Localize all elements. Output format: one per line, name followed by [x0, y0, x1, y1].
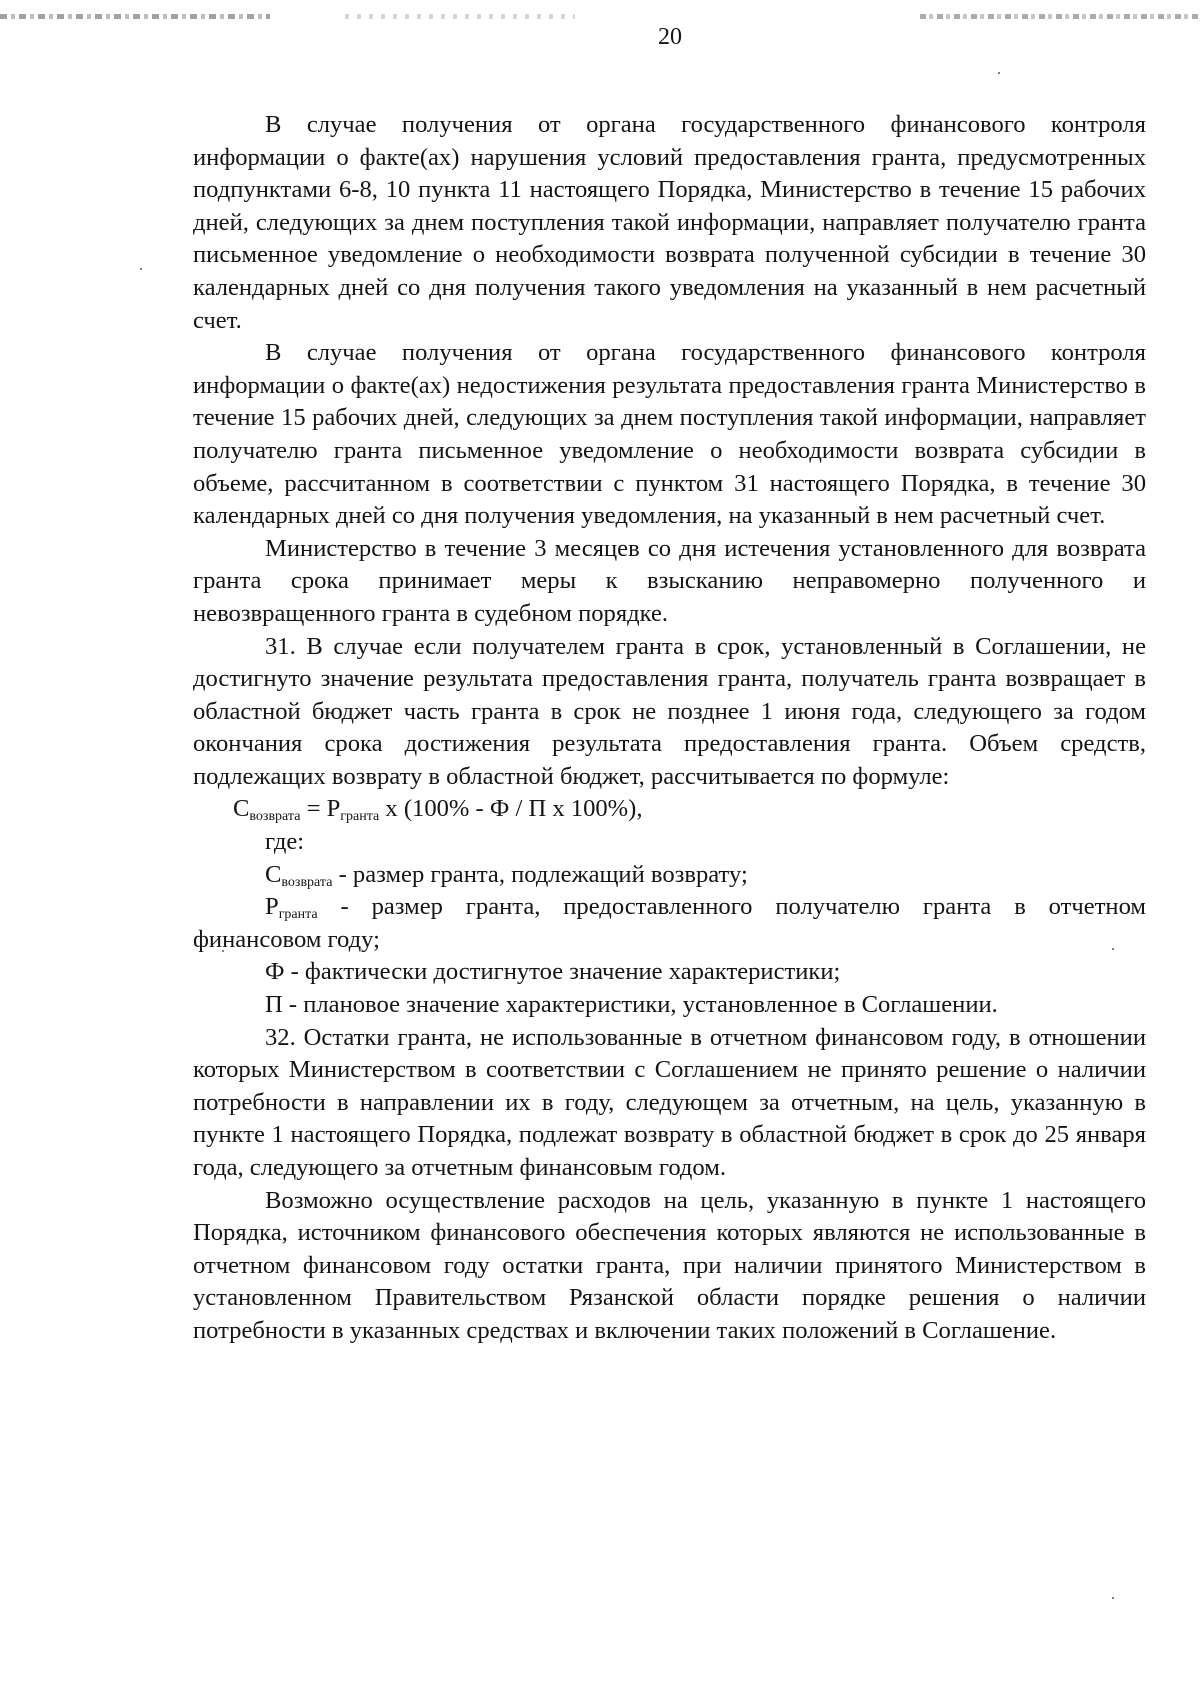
definition-plan: П - плановое значение характеристики, установленное в Соглашении.	[265, 991, 998, 1019]
definition-c-text: - размер гранта, подлежащий возврату;	[332, 860, 748, 888]
scan-speck	[140, 268, 142, 270]
paragraph-result-not-achieved: В случае получения от органа государственного финансового контроля информации о факте(ах) недостижения результата предоставления гранта Министерство в течение 15 рабочих дней, следующих за днем поступления такой информации, направляет получателю гранта письменное уведомление о необходимости возврата субсидии в объеме, рассчитанном в соответствии с пунктом 31 настоящего Порядка, в течение 30 календарных дней со дня получения уведомления, на указанный в нем расчетный счет.	[193, 339, 1146, 530]
definition-c-symbol: С	[265, 860, 282, 888]
document-body	[193, 109, 1146, 1348]
paragraph-clause-31: 31. В случае если получателем гранта в срок, установленный в Соглашении, не достигнуто значение результата предоставления гранта, получатель гранта возвращает в областной бюджет часть гранта в срок не позднее 1 июня года, следующего за годом окончания срока достижения результата предоставления гранта. Объем средств, подлежащих возврату в областной бюджет, рассчитывается по формуле:	[193, 632, 1146, 790]
formula-c-subscript: возврата	[249, 809, 301, 825]
paragraph-remaining-funds: Возможно осуществление расходов на цель, указанную в пункте 1 настоящего Порядка, источником финансового обеспечения которых являются не использованные в отчетном финансовом году остатки гранта, при наличии принятого Министерством в установленном Правительством Рязанской области порядке решения о наличии потребности в указанных средствах и включении таких положений в Соглашение.	[193, 1186, 1146, 1344]
paragraph-clause-32: 32. Остатки гранта, не использованные в отчетном финансовом году, в отношении которых Министерством в соответствии с Соглашением не принято решение о наличии потребности в направлении их в году, следующем за отчетным, на цель, указанную в пункте 1 настоящего Порядка, подлежат возврату в областной бюджет в срок до 25 января года, следующего за отчетным финансовым годом.	[193, 1023, 1146, 1181]
scan-speck	[998, 72, 1000, 74]
scan-artifact-middle	[345, 14, 575, 19]
definition-p-text: - размер гранта, предоставленного получателю гранта в отчетном финансовом году;	[193, 893, 1146, 953]
formula-rest: х (100% - Ф / П х 100%),	[379, 795, 643, 823]
definition-p-symbol: Р	[265, 893, 279, 921]
definition-p-subscript: гранта	[278, 907, 318, 923]
paragraph-court-recovery: Министерство в течение 3 месяцев со дня истечения установленного для возврата гранта срока принимает меры к взысканию неправомерно полученного и невозвращенного гранта в судебном порядке.	[193, 534, 1146, 627]
formula-p-subscript: гранта	[340, 809, 380, 825]
formula-p-symbol: Р	[326, 795, 341, 823]
scan-artifact-right	[920, 14, 1200, 19]
formula-where-label: где:	[265, 828, 305, 856]
definition-c-subscript: возврата	[281, 874, 333, 890]
definition-c	[193, 859, 1146, 892]
paragraph-violation-notice: В случае получения от органа государственного финансового контроля информации о факте(ах) нарушения условий предоставления гранта, предусмотренных подпунктами 6-8, 10 пункта 11 настоящего Порядка, Министерство в течение 15 рабочих дней, следующих за днем поступления такой информации, направляет получателю гранта письменное уведомление о необходимости возврата полученной субсидии в течение 30 календарных дней со дня получения такого уведомления на указанный в нем расчетный счет.	[193, 111, 1146, 334]
formula-c-symbol: С	[233, 795, 250, 823]
definition-p	[193, 891, 1146, 956]
formula-equals: =	[300, 795, 327, 823]
scan-artifact-left	[0, 14, 270, 19]
scan-speck	[1112, 1597, 1114, 1599]
definition-f: Ф - фактически достигнутое значение характеристики;	[265, 958, 841, 986]
page-number: 20	[658, 24, 682, 50]
refund-formula	[193, 793, 1146, 826]
